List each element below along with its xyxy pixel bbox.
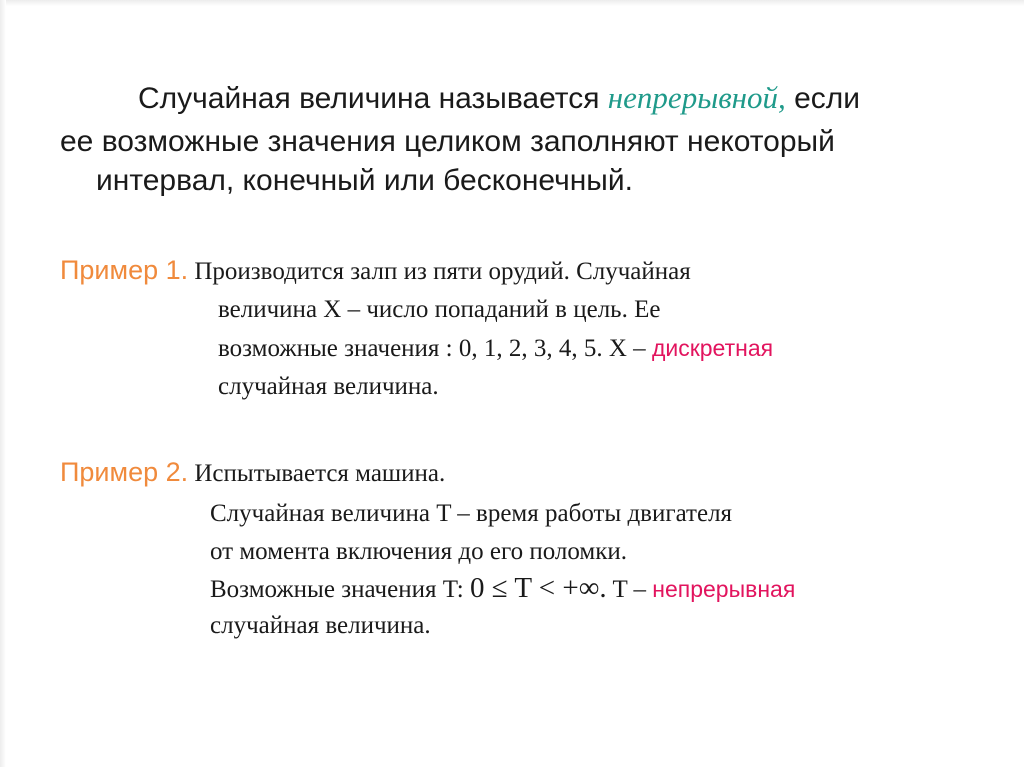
example-1-line-4: случайная величина. bbox=[218, 373, 439, 400]
example-2-line-4-text: Возможные значения T: bbox=[210, 576, 470, 603]
example-2-heading: Пример 2. bbox=[60, 457, 189, 487]
example-1-discrete-term: дискретная bbox=[651, 335, 774, 361]
example-1-line-2: величина X – число попаданий в цель. Ее bbox=[218, 296, 661, 323]
slide-top-edge bbox=[0, 0, 1024, 6]
definition-line-1-end: если bbox=[785, 82, 861, 115]
example-2-continuous-term: непрерывная bbox=[652, 576, 796, 602]
example-1-line-3-text: возможные значения : 0, 1, 2, 3, 4, 5. X – bbox=[218, 335, 652, 362]
example-2-line-5: случайная величина. bbox=[210, 612, 431, 639]
definition-line-1-text: Случайная величина называется bbox=[138, 82, 608, 115]
example-2-line-4-mid: T – bbox=[606, 576, 653, 603]
definition-line-3: интервал, конечный или бесконечный. bbox=[96, 164, 633, 197]
definition-line-2: ее возможные значения целиком заполняют некоторый bbox=[60, 125, 835, 158]
example-2-line-3: от момента включения до его поломки. bbox=[210, 538, 627, 565]
example-1-heading: Пример 1. bbox=[60, 255, 189, 285]
example-1-line-1-text: Производится залп из пяти орудий. Случайная bbox=[188, 258, 691, 285]
example-2-formula: 0 ≤ T < +∞. bbox=[469, 572, 607, 604]
example-2-line-4 bbox=[210, 572, 795, 605]
definition-line-1 bbox=[138, 80, 860, 116]
example-2-line-1-text: Испытывается машина. bbox=[188, 460, 446, 487]
example-2-line-2: Случайная величина T – время работы двигателя bbox=[210, 500, 733, 527]
example-1-line-3 bbox=[218, 335, 773, 363]
definition-continuous-term: непрерывной, bbox=[607, 80, 786, 115]
example-2-line-1 bbox=[60, 457, 445, 488]
example-1-line-1 bbox=[60, 255, 691, 286]
slide-left-edge bbox=[0, 0, 6, 767]
